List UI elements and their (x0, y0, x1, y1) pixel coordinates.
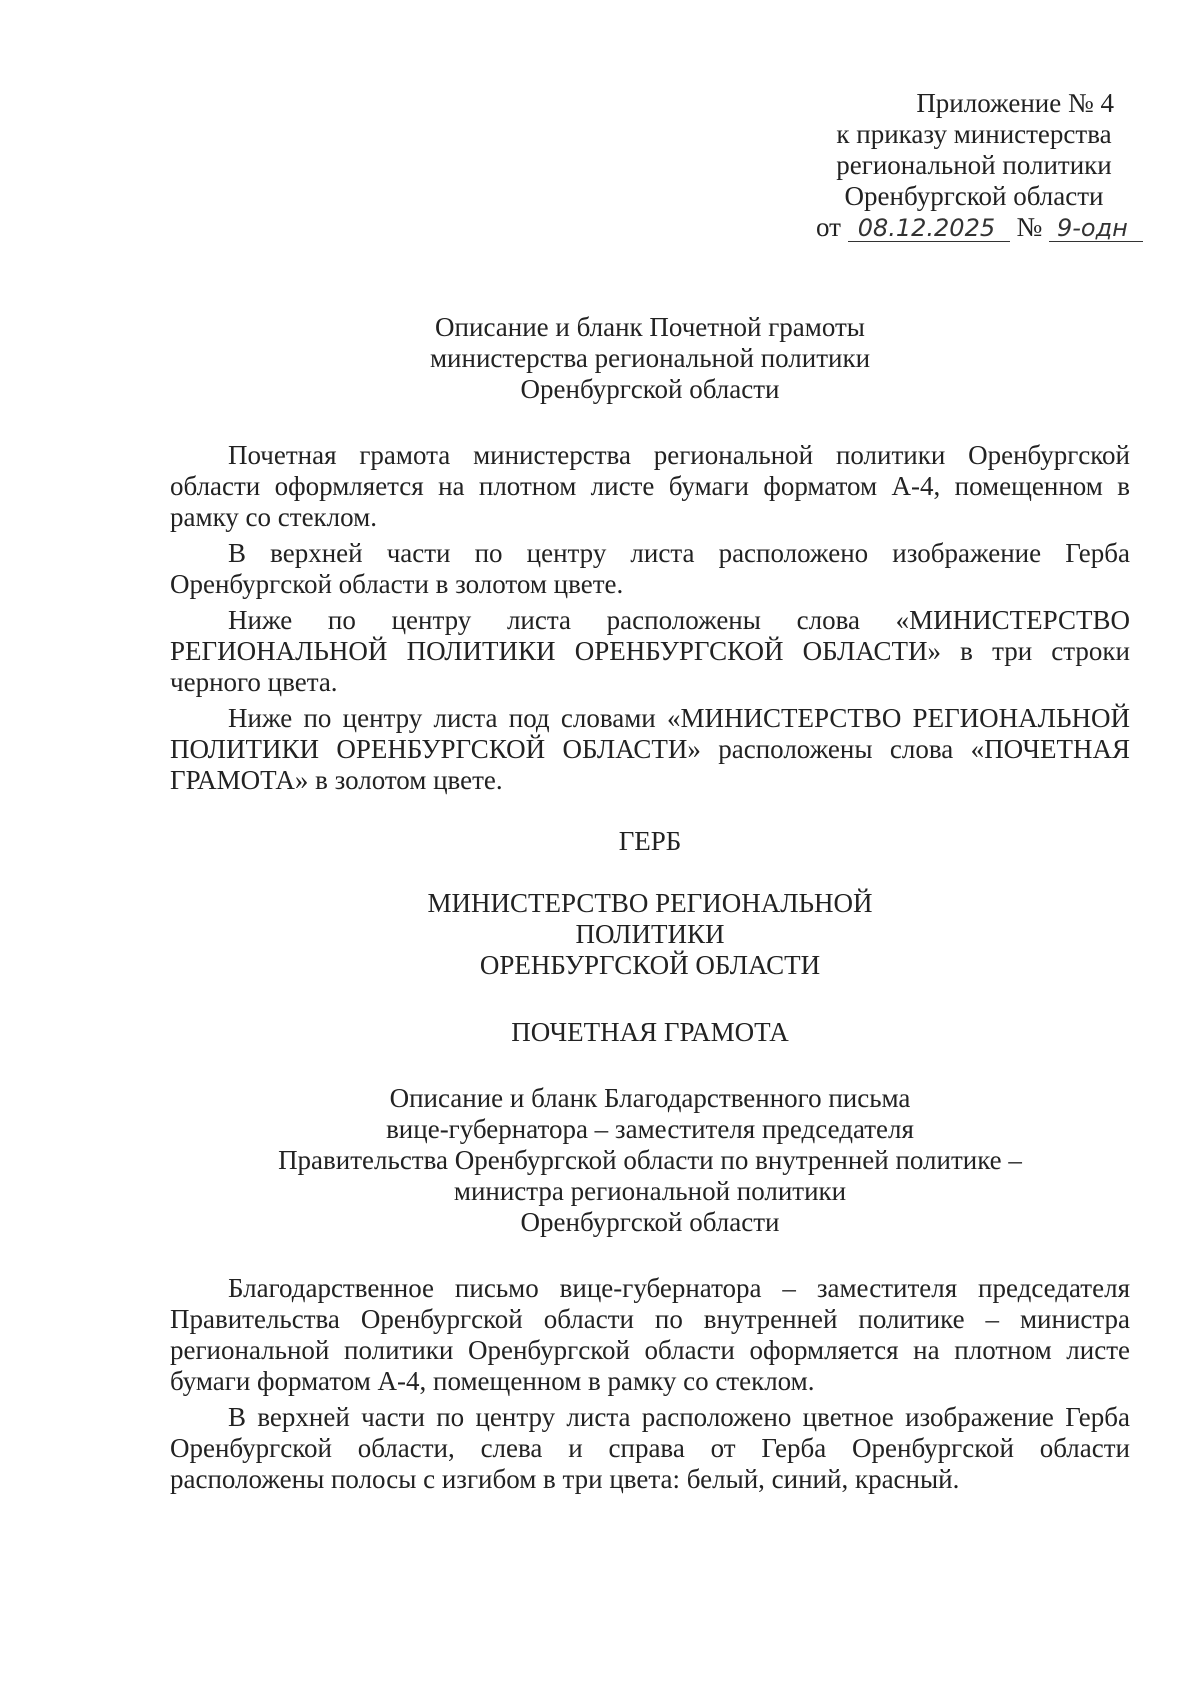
handwritten-date: 08.12.2025 (848, 215, 1010, 242)
title-line: министра региональной политики (453, 1176, 847, 1206)
section-title-letter (170, 1083, 1130, 1238)
appendix-order-ref: к приказу министерства (836, 119, 1112, 149)
appendix-header (816, 88, 1128, 246)
paragraph: Ниже по центру листа расположены слова «МИНИСТЕРСТВО РЕГИОНАЛЬНОЙ ПОЛИТИКИ ОРЕНБУРГСКОЙ ОБЛАСТИ» в три строки черного цвета. (170, 605, 1130, 697)
section-title-gramota (170, 312, 1130, 405)
gerb-label: ГЕРБ (618, 826, 682, 856)
title-line: Описание и бланк Почетной грамоты (435, 312, 865, 342)
award-label: ПОЧЕТНАЯ ГРАМОТА (511, 1017, 789, 1047)
paragraph: Ниже по центру листа под словами «МИНИСТЕРСТВО РЕГИОНАЛЬНОЙ ПОЛИТИКИ ОРЕНБУРГСКОЙ ОБЛАСТИ» расположены слова «ПОЧЕТНАЯ ГРАМОТА» в золотом цвете. (170, 703, 1130, 795)
date-prefix: от (816, 212, 841, 242)
title-line: Описание и бланк Благодарственного письма (389, 1083, 911, 1113)
title-line: Правительства Оренбургской области по внутренней политике – (278, 1145, 1022, 1175)
paragraph: В верхней части по центру листа расположено изображение Герба Оренбургской области в золотом цвете. (170, 538, 1130, 599)
blank-award-title (170, 1017, 1130, 1048)
title-line: Оренбургской области (520, 1207, 780, 1237)
ministry-line: МИНИСТЕРСТВО РЕГИОНАЛЬНОЙ (427, 888, 873, 918)
blank-ministry-name (170, 888, 1130, 981)
appendix-date-line (816, 212, 1128, 246)
handwritten-number: 9-одн (1049, 215, 1143, 242)
appendix-number: Приложение № 4 (916, 88, 1114, 118)
ministry-line: ПОЛИТИКИ (575, 919, 725, 949)
number-prefix: № (1016, 212, 1043, 242)
appendix-ministry: региональной политики (836, 150, 1112, 180)
title-line: вице-губернатора – заместителя председателя (386, 1114, 914, 1144)
blank-gerb-placeholder (170, 826, 1130, 857)
gramota-description (170, 440, 1130, 801)
ministry-line: ОРЕНБУРГСКОЙ ОБЛАСТИ (479, 950, 821, 980)
title-line: Оренбургской области (520, 374, 780, 404)
paragraph: В верхней части по центру листа расположено цветное изображение Герба Оренбургской области, слева и справа от Герба Оренбургской области расположены полосы с изгибом в три цвета: белый, синий, красный. (170, 1402, 1130, 1494)
paragraph: Благодарственное письмо вице-губернатора – заместителя председателя Правительства Оренбургской области по внутренней политике – министра региональной политики Оренбургской области оформляется на плотном листе бумаги форматом А-4, помещенном в рамку со стеклом. (170, 1273, 1130, 1396)
appendix-region: Оренбургской области (844, 181, 1104, 211)
letter-description (170, 1273, 1130, 1500)
paragraph: Почетная грамота министерства региональной политики Оренбургской области оформляется на плотном листе бумаги форматом А-4, помещенном в рамку со стеклом. (170, 440, 1130, 532)
title-line: министерства региональной политики (429, 343, 871, 373)
